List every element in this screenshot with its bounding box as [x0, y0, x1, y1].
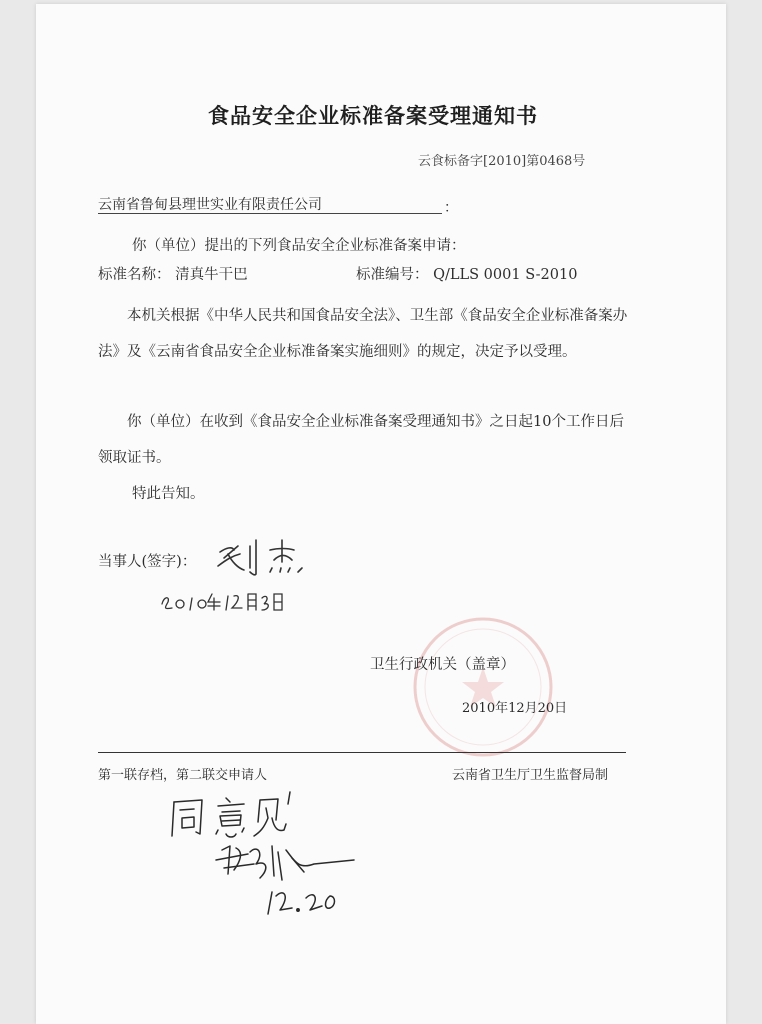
- standard-code-row: [356, 263, 577, 284]
- standard-code-value: Q/LLS 0001 S-2010: [433, 267, 578, 283]
- standard-name-label: 标准名称：: [98, 267, 171, 283]
- party-date-handwriting: [158, 586, 288, 614]
- footer-copy-note: 第一联存档，第二联交申请人: [98, 768, 268, 783]
- handwritten-approval: [164, 788, 384, 938]
- addressee-underline: [98, 213, 442, 214]
- party-signature-handwriting: [212, 532, 312, 578]
- document-number: 云食标备字[2010]第0468号: [418, 154, 586, 169]
- request-line: 你（单位）提出的下列食品安全企业标准备案申请：: [132, 238, 466, 254]
- footer-issuer: 云南省卫生厅卫生监督局制: [452, 768, 609, 783]
- paragraph-certificate: 你（单位）在收到《食品安全企业标准备案受理通知书》之日起10个工作日后领取证书。: [98, 414, 624, 466]
- paragraph-legal-basis: 本机关根据《中华人民共和国食品安全法》、卫生部《食品安全企业标准备案办法》及《云南省食品安全企业标准备案实施细则》的规定，决定予以受理。: [98, 308, 628, 360]
- official-seal-stamp: [408, 612, 558, 762]
- issue-date: 2010年12月20日: [462, 701, 568, 716]
- issuing-agency: 卫生行政机关（盖章）: [370, 657, 515, 673]
- closing-line: 特此告知。: [132, 486, 205, 502]
- standard-name-value: 清真牛干巴: [175, 267, 248, 283]
- document-title: 食品安全企业标准备案受理通知书: [208, 103, 538, 128]
- addressee: 云南省鲁甸县理世实业有限责任公司: [98, 197, 322, 213]
- footer-rule: [98, 752, 626, 753]
- standard-name-row: [98, 263, 248, 284]
- standard-code-label: 标准编号：: [356, 267, 429, 283]
- party-signature-label: 当事人(签字)：: [98, 554, 197, 570]
- addressee-colon: ：: [444, 200, 458, 216]
